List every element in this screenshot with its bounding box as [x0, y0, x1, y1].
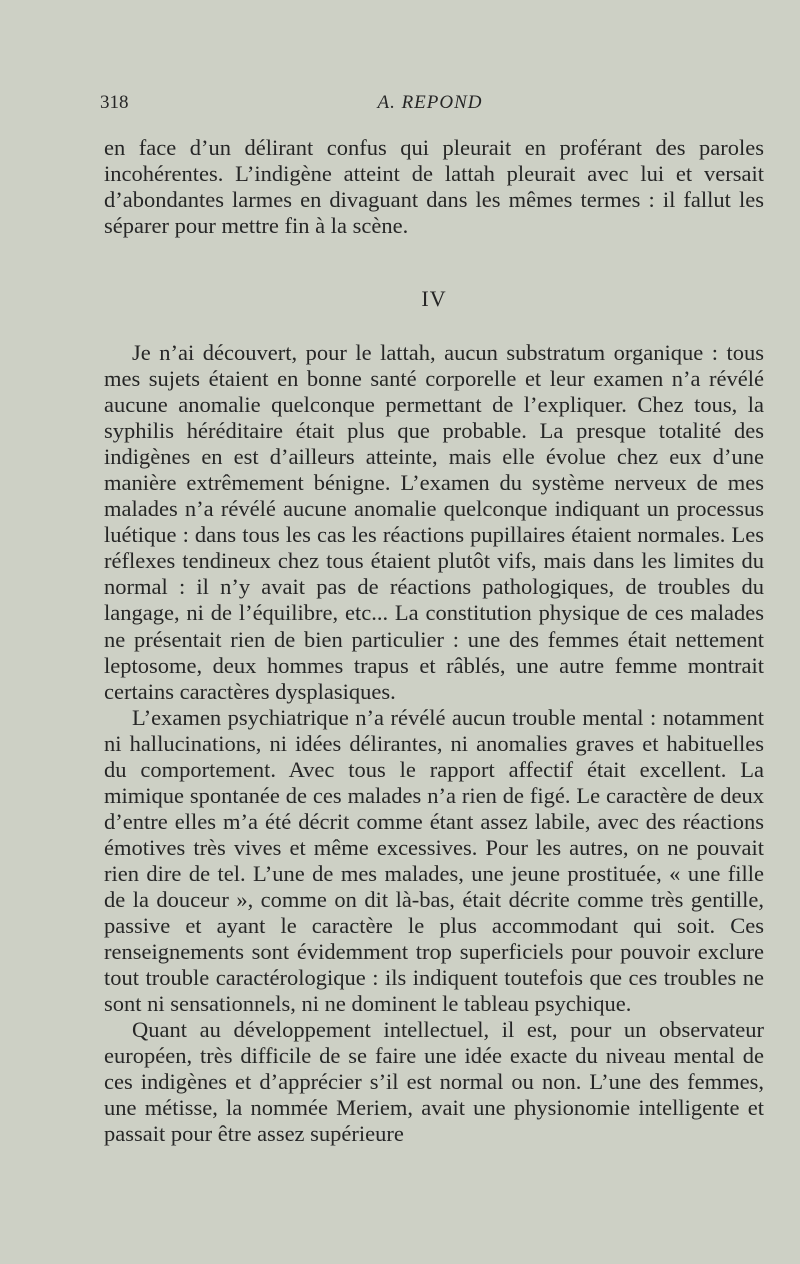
- intro-paragraph: en face d’un délirant confus qui pleurait en proférant des paroles incohérentes. L’indigène atteint de lattah pleurait avec lui et versait d’abondantes larmes en divaguant dans les mêmes termes : il fallut les séparer pour mettre fin à la scène.: [104, 135, 764, 239]
- page-header: [100, 92, 760, 120]
- section-heading: IV: [421, 286, 447, 311]
- paragraph-3: Quant au développement intellectuel, il est, pour un observateur européen, très difficile de se faire une idée exacte du niveau mental de ces indigènes et d’apprécier s’il est normal ou non. L’une des femmes, une métisse, la nommée Meriem, avait une physionomie intelligente et passait pour être assez supérieure: [104, 1017, 764, 1147]
- paragraph-2: L’examen psychiatrique n’a révélé aucun trouble mental : notamment ni hallucinations, ni idées délirantes, ni anomalies graves et habituelles du comportement. Avec tous le rapport affectif était excellent. La mimique spontanée de ces malades n’a rien de figé. Le caractère de deux d’entre elles m’a été décrit comme étant assez labile, avec des réactions émotives très vives et même excessives. Pour les autres, on ne pouvait rien dire de tel. L’une de mes malades, une jeune prostituée, « une fille de la douceur », comme on dit là-bas, était décrite comme très gentille, passive et ayant le caractère le plus accommodant qui soit. Ces renseignements sont évidemment trop superficiels pour pouvoir exclure tout trouble caractérologique : ils indiquent toutefois que ces troubles ne sont ni sensationnels, ni ne dominent le tableau psychique.: [104, 704, 764, 1017]
- page-number: 318: [100, 92, 129, 113]
- paragraph-1: Je n’ai découvert, pour le lattah, aucun substratum organique : tous mes sujets étaient en bonne santé corporelle et leur examen n’a révélé aucune anomalie quelconque permettant de l’expliquer. Chez tous, la syphilis héréditaire était plus que probable. La presque totalité des indigènes en est d’ailleurs atteinte, mais elle évolue chez eux d’une manière extrêmement bénigne. L’examen du système nerveux de mes malades n’a révélé aucune anomalie quelconque indiquant un processus luétique : dans tous les cas les réactions pupillaires étaient normales. Les réflexes tendineux chez tous étaient plutôt vifs, mais dans les limites du normal : il n’y avait pas de réactions pathologiques, de troubles du langage, ni de l’équilibre, etc... La constitution physique de ces malades ne présentait rien de bien particulier : une des femmes était nettement leptosome, deux hommes trapus et râblés, une autre femme montrait certains caractères dysplasiques.: [104, 340, 764, 704]
- intro-text-block: [104, 135, 764, 239]
- running-head: A. REPOND: [377, 92, 483, 113]
- main-text-block: [104, 340, 764, 1147]
